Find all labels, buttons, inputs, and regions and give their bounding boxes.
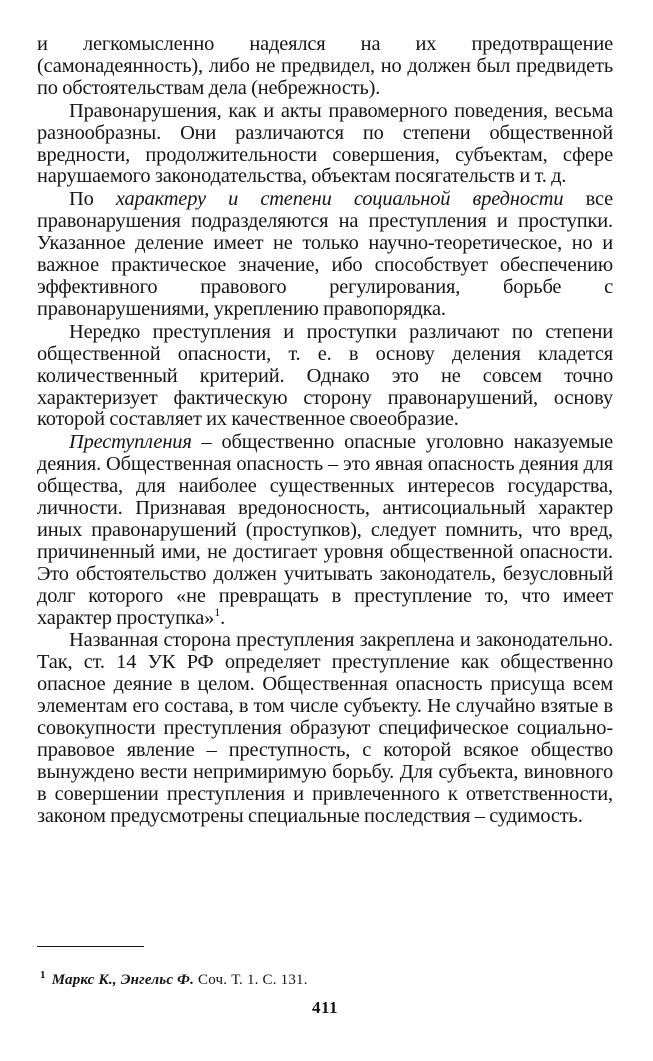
paragraph-crimes-body: – общественно опасные уголовно наказуемые деяния. Общественная опасность – это явная опасность деяния для общества, для наиболее существенных интересов государства, личности. Признавая вредоносность, антисоциальный характер иных правонарушений (проступков), следует помнить, что вред, причиненный ими, не достигает уровня общественной опасности. Это обстоятельство должен учитывать законодатель, безусловный долг которого «не превращать в преступление то, что имеет характер проступка» [37,431,613,629]
paragraph-crimes-definition [37,432,613,629]
footnote-author: Маркс К., Энгельс Ф. [51,972,195,988]
paragraph-offense-variety: Правонарушения, как и акты правомерного поведения, весьма разнообразны. Они различаются по степени общественной вредности, продолжительности совершения, субъектам, сфере нарушаемого законодательства, объектам посягательств и т. д. [37,99,613,188]
paragraph-classification-lead: По [69,188,116,211]
paragraph-classification [37,189,613,320]
emphasis-social-harm: характеру и степени социальной вредности [115,188,564,211]
body-text [37,34,613,828]
book-page [37,33,613,1017]
footnote-reference[interactable]: 1 [214,604,221,619]
footnote [37,966,613,989]
footnote-source: Соч. Т. 1. С. 131. [194,972,308,988]
emphasis-crimes: Преступления [69,431,192,454]
paragraph-quantitative-criterion: Нередко преступления и проступки различают по степени общественной опасности, т. е. в основу деления кладется количественный критерий. Однако это не совсем точно характеризует фактическую сторону правонарушений, основу которой составляет их качественное своеобразие. [37,320,613,431]
footnote-mark: 1 [40,969,46,981]
paragraph-continued: и легкомысленно надеялся на их предотвращение (самонадеянность), либо не предвидел, но должен был предвидеть по обстоятельствам дела (небрежность). [37,33,613,99]
paragraph-crimes-end: . [220,606,226,629]
paragraph-classification-body: все правонарушения подразделяются на преступления и проступки. Указанное деление имеет не только научно-теоретическое, но и важное практическое значение, ибо способствует обеспечению эффективного правового регулирования, борьбе с правонарушениями, укреплению правопорядка. [37,188,613,320]
page-number: 411 [311,998,339,1017]
footnote-divider [37,946,144,947]
paragraph-criminal-code: Названная сторона преступления закреплена и законодательно. Так, ст. 14 УК РФ определяет преступление как общественно опасное деяние в целом. Общественная опасность присуща всем элементам его состава, в том числе субъекту. Не случайно взятые в совокупности преступления образуют специфическое социально-правовое явление – преступность, с которой всякое общество вынуждено вести непримиримую борьбу. Для субъекта, виновного в совершении преступления и привлеченного к ответственности, законом предусмотрены специальные последствия – судимость. [37,629,613,827]
